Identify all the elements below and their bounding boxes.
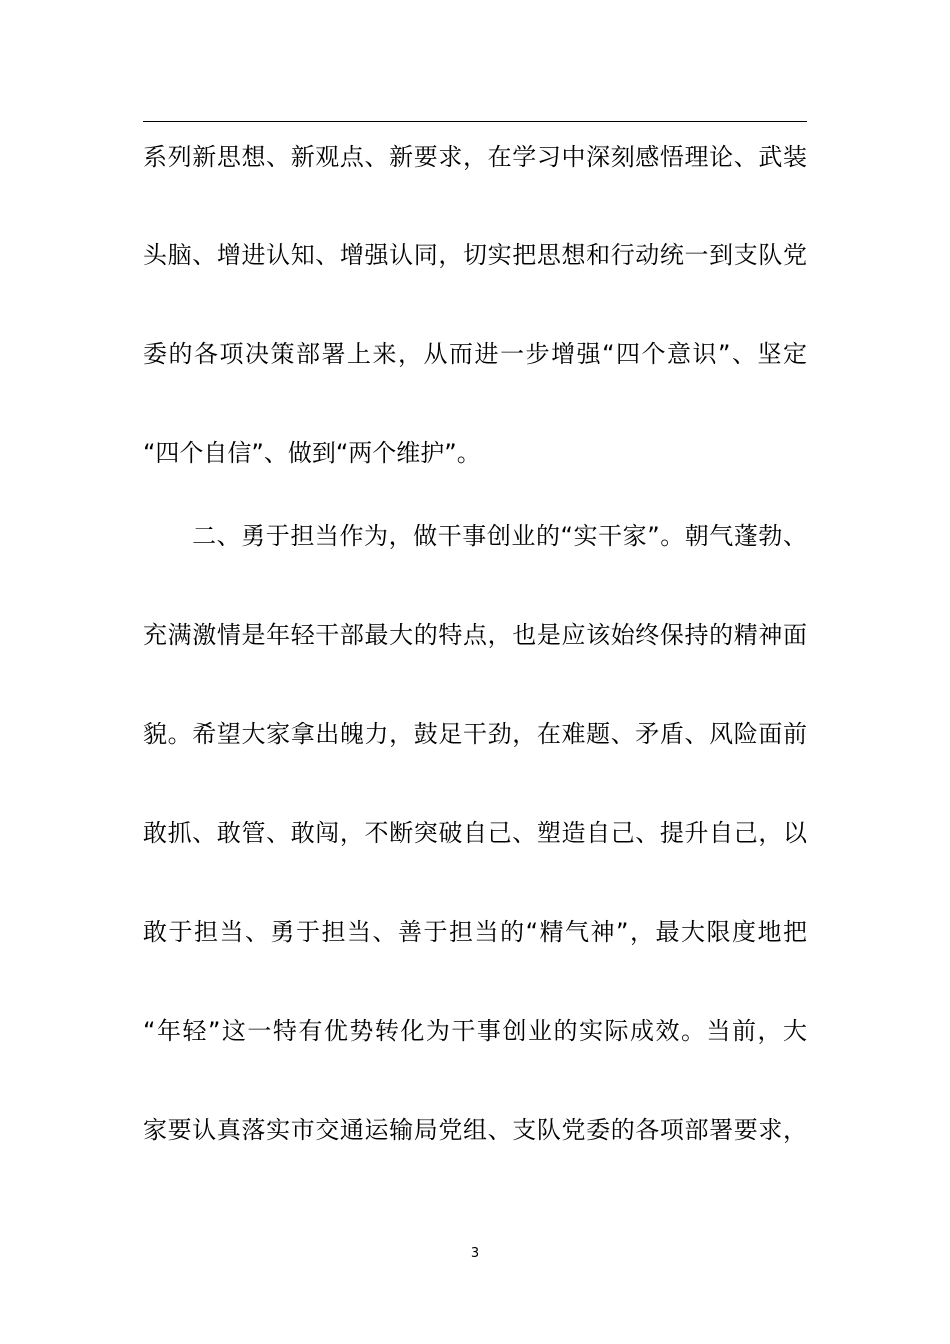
body-text-line-7: 貌。希望大家拿出魄力，鼓足干劲，在难题、矛盾、风险面前	[143, 720, 807, 748]
body-text-line-1: 系列新思想、新观点、新要求，在学习中深刻感悟理论、武装	[143, 143, 807, 171]
body-text-line-9: 敢于担当、勇于担当、善于担当的“精气神”，最大限度地把	[143, 918, 807, 946]
body-text-line-3: 委的各项决策部署上来，从而进一步增强“四个意识”、坚定	[143, 340, 807, 368]
page-number: 3	[470, 1246, 480, 1261]
body-text-line-5: 二、勇于担当作为，做干事创业的“实干家”。朝气蓬勃、	[143, 522, 807, 550]
body-text-line-2: 头脑、增进认知、增强认同，切实把思想和行动统一到支队党	[143, 241, 807, 269]
body-text-line-4: “四个自信”、做到“两个维护”。	[143, 439, 481, 467]
body-text-line-11: 家要认真落实市交通运输局党组、支队党委的各项部署要求，	[143, 1116, 807, 1144]
header-rule	[143, 121, 807, 122]
body-text-line-6: 充满激情是年轻干部最大的特点，也是应该始终保持的精神面	[143, 621, 807, 649]
body-text-line-8: 敢抓、敢管、敢闯，不断突破自己、塑造自己、提升自己，以	[143, 819, 807, 847]
body-text-line-10: “年轻”这一特有优势转化为干事创业的实际成效。当前，大	[143, 1017, 807, 1045]
